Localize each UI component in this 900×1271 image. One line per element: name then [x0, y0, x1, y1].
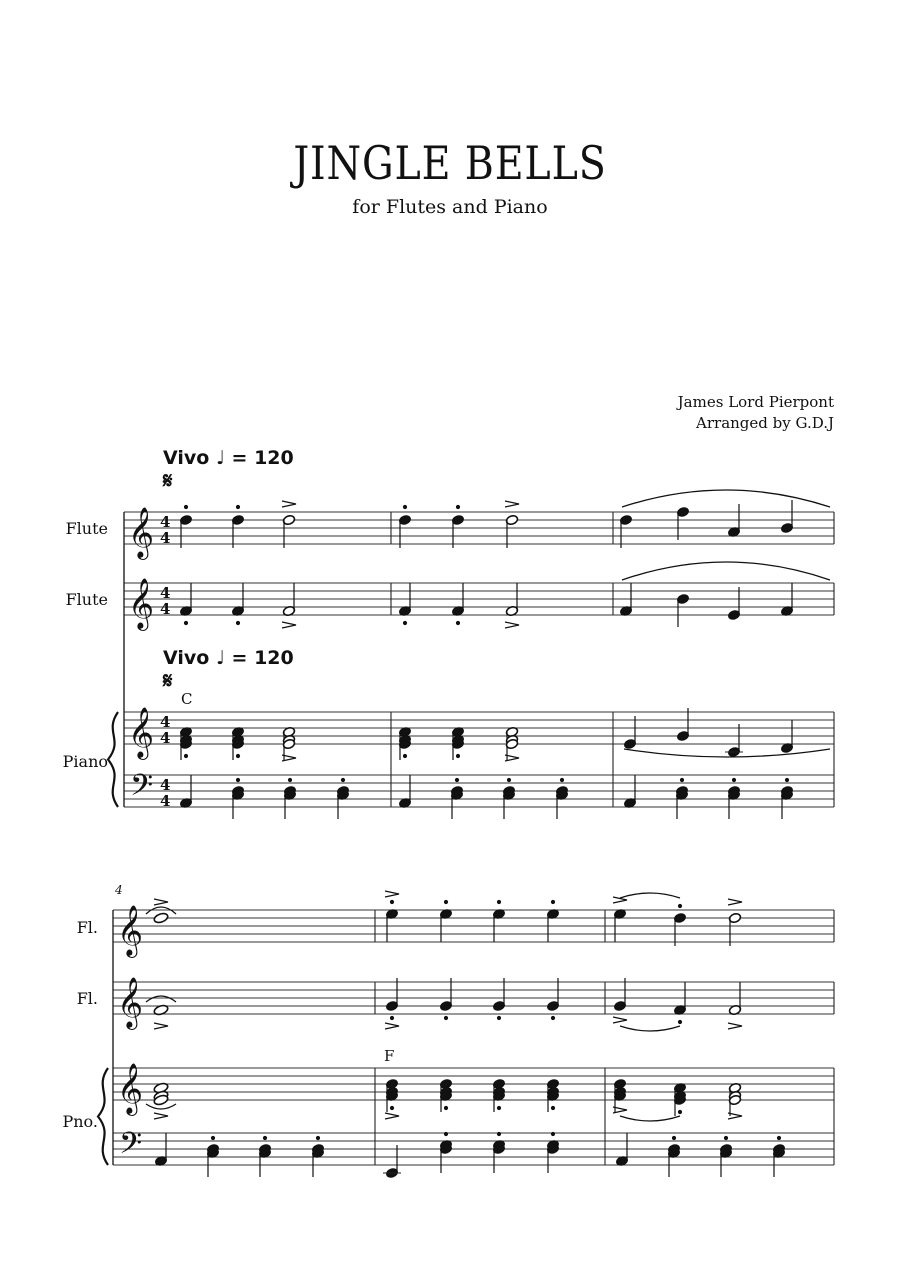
accent-mark: [505, 501, 519, 507]
staccato-dot: [263, 1136, 266, 1139]
staccato-dot: [456, 505, 459, 508]
staccato-dot: [390, 1016, 393, 1019]
staccato-dot: [456, 754, 459, 757]
accent-mark: [385, 1113, 399, 1119]
treble-clef-icon: 𝄞: [117, 905, 144, 956]
staccato-dot: [560, 778, 563, 781]
time-signature-bottom: 4: [160, 600, 171, 618]
measure-number: 4: [115, 883, 123, 897]
staccato-dot: [236, 754, 239, 757]
treble-clef-icon: 𝄞: [117, 1063, 144, 1114]
staccato-dot: [444, 900, 447, 903]
treble-clef-icon: 𝄞: [117, 977, 144, 1028]
staccato-dot: [341, 778, 344, 781]
staccato-dot: [444, 1132, 447, 1135]
notehead: [153, 912, 169, 924]
staccato-dot: [403, 621, 406, 624]
instrument-label-piano: Piano: [62, 752, 108, 771]
chord-symbol-f: F: [384, 1047, 395, 1065]
staccato-dot: [184, 754, 187, 757]
score-subtitle: for Flutes and Piano: [352, 196, 548, 218]
segno-sign-piano: 𝄋: [163, 669, 173, 694]
tempo-word: Vivo: [163, 447, 210, 469]
staccato-dot: [456, 621, 459, 624]
accent-mark: [728, 899, 742, 905]
bass-clef-icon: 𝄢: [119, 1127, 143, 1168]
time-signature-top: 4: [160, 513, 171, 531]
score-title: JINGLE BELLS: [293, 136, 607, 190]
staccato-dot: [678, 1110, 681, 1113]
phrase-slur: [622, 562, 830, 580]
staccato-dot: [444, 1106, 447, 1109]
staccato-dot: [390, 900, 393, 903]
staccato-dot: [236, 621, 239, 624]
tie: [146, 996, 176, 1002]
slur: [620, 1116, 680, 1121]
staccato-dot: [455, 778, 458, 781]
time-signature-bottom: 4: [160, 729, 171, 747]
arranger-credit: Arranged by G.D.J: [696, 414, 834, 432]
time-signature-top: 4: [160, 713, 171, 731]
staccato-dot: [672, 1136, 675, 1139]
instrument-label-flute-1-short: Fl.: [76, 918, 98, 937]
tempo-word: Vivo: [163, 647, 210, 669]
staccato-dot: [551, 1016, 554, 1019]
staccato-dot: [551, 1132, 554, 1135]
staccato-dot: [184, 621, 187, 624]
staccato-dot: [678, 1020, 681, 1023]
staccato-dot: [444, 1016, 447, 1019]
accent-mark: [154, 1113, 168, 1119]
phrase-slur: [622, 490, 830, 507]
staccato-dot: [236, 778, 239, 781]
time-signature-top: 4: [160, 776, 171, 794]
staccato-dot: [777, 1136, 780, 1139]
treble-clef-icon: 𝄞: [128, 707, 155, 758]
accent-mark: [728, 1023, 742, 1029]
time-signature-top: 4: [160, 584, 171, 602]
instrument-label-flute-1: Flute: [65, 519, 108, 538]
staccato-dot: [497, 900, 500, 903]
staccato-dot: [785, 778, 788, 781]
time-signature-bottom: 4: [160, 792, 171, 810]
tempo-bpm: = 120: [231, 447, 294, 469]
accent-mark: [282, 622, 296, 628]
staccato-dot: [211, 1136, 214, 1139]
instrument-label-flute-2-short: Fl.: [76, 989, 98, 1008]
staccato-dot: [316, 1136, 319, 1139]
accent-mark: [505, 622, 519, 628]
staccato-dot: [732, 778, 735, 781]
slur: [620, 1026, 680, 1031]
accent-mark: [385, 1023, 399, 1029]
piano-brace: [108, 712, 118, 807]
quarter-note-icon: ♩: [215, 647, 225, 669]
staccato-dot: [184, 505, 187, 508]
bass-clef-icon: 𝄢: [130, 769, 154, 810]
staccato-dot: [724, 1136, 727, 1139]
accent-mark: [385, 891, 399, 897]
instrument-label-flute-2: Flute: [65, 590, 108, 609]
treble-clef-icon: 𝄞: [128, 578, 155, 629]
staccato-dot: [678, 904, 681, 907]
composer-credit: James Lord Pierpont: [677, 393, 834, 411]
staccato-dot: [403, 505, 406, 508]
staccato-dot: [507, 778, 510, 781]
treble-clef-icon: 𝄞: [128, 507, 155, 558]
accent-mark: [154, 899, 168, 905]
slur: [620, 893, 680, 898]
time-signature-bottom: 4: [160, 529, 171, 547]
piano-brace: [98, 1068, 108, 1165]
accent-mark: [154, 1023, 168, 1029]
tempo-bpm: = 120: [231, 647, 294, 669]
instrument-label-piano-short: Pno.: [62, 1112, 98, 1131]
staccato-dot: [390, 1106, 393, 1109]
staccato-dot: [236, 505, 239, 508]
chord-symbol-c: C: [181, 690, 193, 708]
staccato-dot: [403, 754, 406, 757]
phrase-slur: [624, 749, 830, 757]
staccato-dot: [680, 778, 683, 781]
accent-mark: [613, 1017, 627, 1023]
staccato-dot: [288, 778, 291, 781]
accent-mark: [282, 501, 296, 507]
staccato-dot: [551, 1106, 554, 1109]
quarter-note-icon: ♩: [215, 447, 225, 469]
staccato-dot: [497, 1132, 500, 1135]
staccato-dot: [497, 1016, 500, 1019]
staccato-dot: [497, 1106, 500, 1109]
staccato-dot: [551, 900, 554, 903]
segno-sign-flutes: 𝄋: [163, 469, 173, 494]
